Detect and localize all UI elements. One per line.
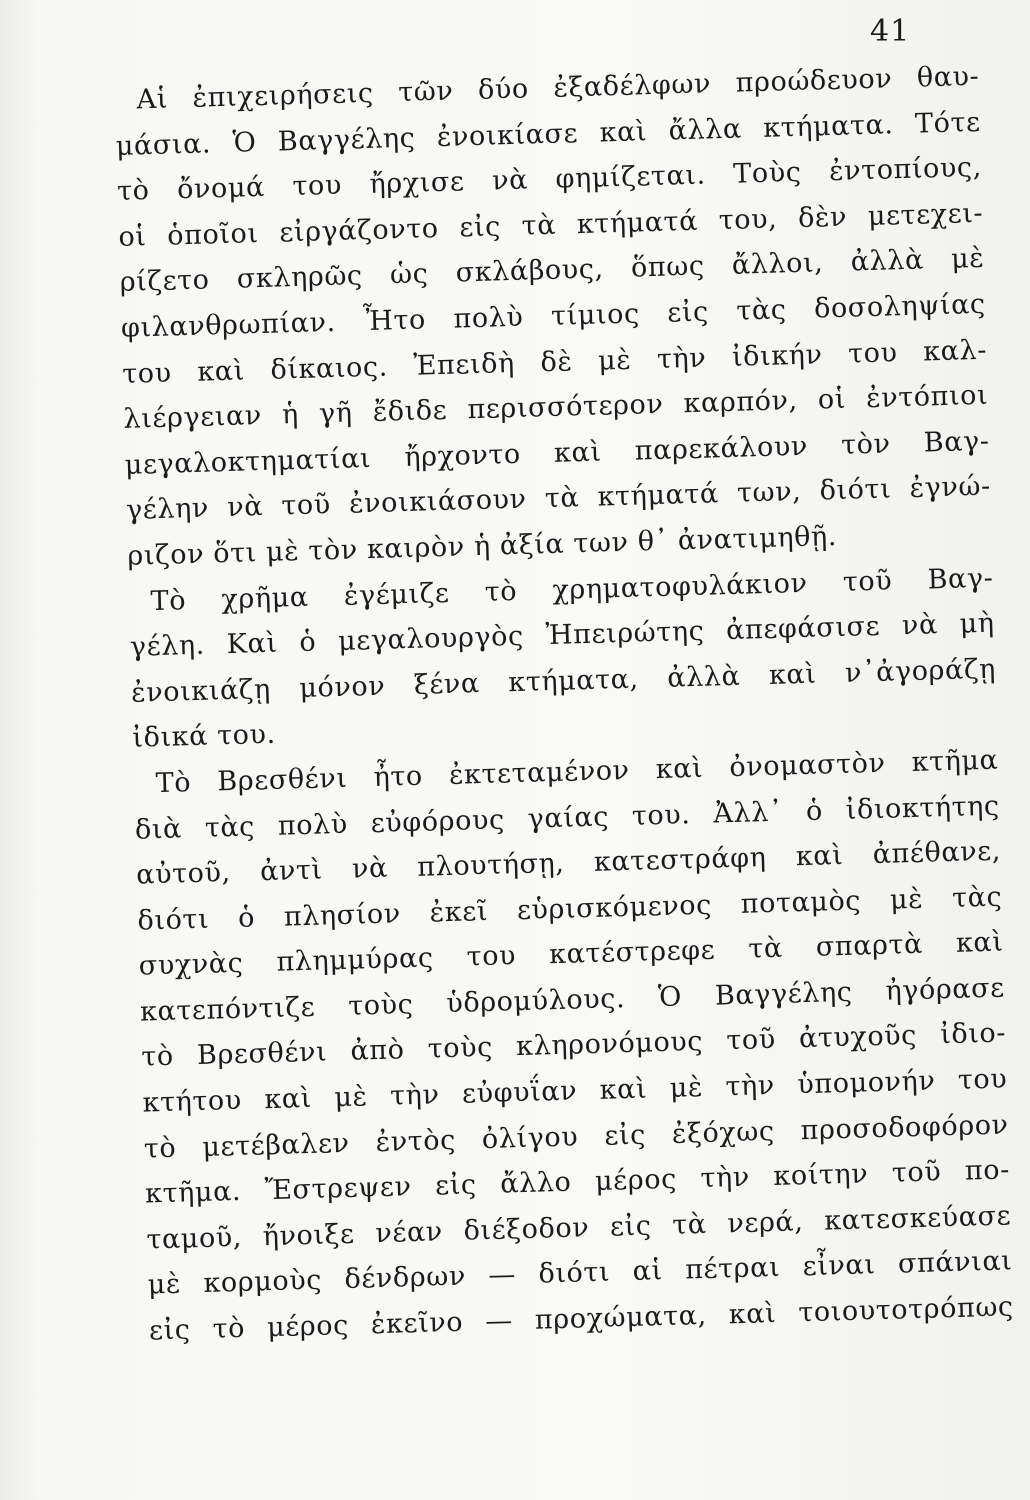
text-line: ριζον ὅτι μὲ τὸν καιρὸν ἡ ἀξία των θ᾽ ἀνατιμηθῇ. [126, 520, 838, 572]
text-line: οἱ ὁποῖοι εἰργάζοντο εἰς τὰ κτήματά του, δὲν μετεχει- [118, 197, 984, 253]
text-line: μὲ κορμοὺς δένδρων — διότι αἱ πέτραι εἶναι σπάνιαι [147, 1245, 1013, 1301]
text-line: Τὸ Βρεσθένι ἦτο ἐκτεταμένον καὶ ὀνομαστὸν κτῆμα [155, 744, 999, 800]
text-line: ταμοῦ, ἤνοιξε νέαν διέξοδον εἰς τὰ νερά, κατεσκεύασε [146, 1200, 1012, 1256]
text-line: Αἱ ἐπιχειρήσεις τῶν δύο ἐξαδέλφων προώδευον θαυ- [136, 60, 980, 116]
text-line: φιλανθρωπίαν. Ἦτο πολὺ τίμιος εἰς τὰς δοσοληψίας [120, 288, 987, 344]
text-line: ἰδικά του. [132, 719, 277, 755]
text-line: ἐνοικιάζῃ μόνον ξένα κτήματα, ἀλλὰ καὶ ν᾽ἀγοράζῃ [130, 653, 997, 709]
text-line: συχνὰς πλημμύρας του κατέστρεφε τὰ σπαρτὰ καὶ [138, 926, 1004, 982]
text-line: Τὸ χρῆμα ἐγέμιζε τὸ χρηματοφυλάκιον τοῦ Βαγ- [150, 562, 994, 617]
text-line: τὸ Βρεσθένι ἀπὸ τοὺς κληρονόμους τοῦ ἀτυχοῦς ἰδιο- [140, 1017, 1007, 1074]
text-line: κτήτου καὶ μὲ τὴν εὐφυΐαν καὶ μὲ τὴν ὑπομονήν του [142, 1063, 1008, 1119]
page-number: 41 [870, 14, 911, 49]
text-line: εἰς τὸ μέρος ἐκεῖνο — προχώματα, καὶ τοιουτοτρόπως [148, 1291, 1015, 1347]
text-line: διὰ τὰς πολὺ εὐφόρους γαίας του. Ἀλλ᾽ ὁ ἰδιοκτήτης [134, 790, 1001, 846]
text-line: γέλην νὰ τοῦ ἐνοικιάσουν τὰ κτήματά των, διότι ἐγνώ- [125, 471, 992, 527]
text-line: διότι ὁ πλησίον ἐκεῖ εὑρισκόμενος ποταμὸς μὲ τὰς [137, 881, 1003, 937]
body-text [114, 54, 1014, 1354]
text-line: μάσια. Ὁ Βαγγέλης ἐνοικίασε καὶ ἄλλα κτήματα. Τότε [115, 106, 981, 162]
text-line: μεγαλοκτηματίαι ἤρχοντο καὶ παρεκάλουν τὸν Βαγ- [124, 425, 990, 481]
text-line: κτῆμα. Ἔστρεψεν εἰς ἄλλο μέρος τὴν κοίτην τοῦ πο- [144, 1154, 1011, 1210]
text-line: αὐτοῦ, ἀντὶ νὰ πλουτήσῃ, κατεστράφη καὶ ἀπέθανε, [135, 835, 1002, 891]
text-line: τὸ ὄνομά του ἤρχισε νὰ φημίζεται. Τοὺς ἐντοπίους, [116, 151, 983, 208]
text-line: γέλη. Καὶ ὁ μεγαλουργὸς Ἠπειρώτης ἀπεφάσισε νὰ μὴ [129, 607, 996, 663]
text-line: του καὶ δίκαιος. Ἐπειδὴ δὲ μὲ τὴν ἰδικήν του καλ- [121, 334, 988, 390]
text-line: λιέργειαν ἡ γῆ ἔδιδε περισσότερον καρπόν, οἱ ἐντόπιοι [123, 379, 989, 436]
text-line: τὸ μετέβαλεν ἐντὸς ὀλίγου εἰς ἐξόχως προσοδοφόρον [143, 1109, 1010, 1165]
text-line: κατεπόντιζε τοὺς ὑδρομύλους. Ὁ Βαγγέλης ἠγόρασε [139, 972, 1006, 1028]
text-line: ρίζετο σκληρῶς ὡς σκλάβους, ὅπως ἄλλοι, ἀλλὰ μὲ [119, 243, 985, 299]
